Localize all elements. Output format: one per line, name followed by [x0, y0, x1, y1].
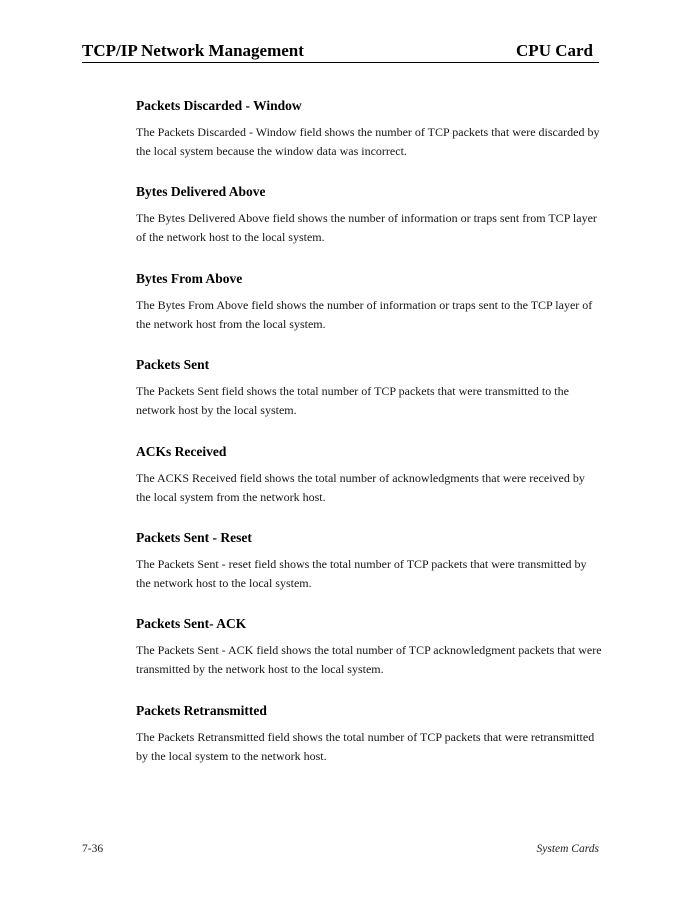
section-body: The Packets Discarded - Window field shows the number of TCP packets that were discarded by the local system because the window data was incorrect. — [136, 125, 600, 158]
section-heading: Packets Sent- ACK — [136, 616, 247, 632]
main-content — [136, 97, 602, 788]
section-bytes-from-above — [136, 270, 602, 334]
section-body: The Bytes From Above field shows the number of information or traps sent to the TCP layer of the network host from the local system. — [136, 297, 593, 331]
section-body: The Packets Sent field shows the total number of TCP packets that were transmitted to the network host by the local system. — [136, 384, 569, 418]
section-body: The Packets Sent - reset field shows the total number of TCP packets that were transmitted by the network host to the local system. — [136, 556, 587, 590]
section-heading: ACKs Received — [136, 443, 227, 459]
page-number: 7-36 — [82, 843, 104, 855]
section-packets-retransmitted — [136, 702, 602, 766]
section-acks-received — [136, 443, 602, 507]
section-heading: Bytes Delivered Above — [136, 184, 266, 200]
section-bytes-delivered-above — [136, 183, 602, 247]
section-body: The ACKS Received field shows the total number of acknowledgments that were received by the local system from the network host. — [136, 470, 585, 504]
section-packets-discarded-window — [136, 97, 602, 161]
chapter-title: CPU Card — [516, 41, 593, 60]
section-packets-sent-ack — [136, 615, 602, 679]
section-packets-sent-reset — [136, 529, 602, 593]
section-body: The Packets Sent - ACK field shows the total number of TCP acknowledgment packets that were transmitted by the network host to the local system. — [136, 643, 602, 677]
running-title: TCP/IP Network Management — [82, 41, 304, 60]
section-heading: Bytes From Above — [136, 270, 243, 286]
section-heading: Packets Discarded - Window — [136, 98, 302, 113]
section-heading: Packets Sent — [136, 357, 210, 373]
section-heading: Packets Sent - Reset — [136, 529, 252, 545]
page-header — [82, 40, 599, 63]
section-packets-sent — [136, 356, 602, 420]
section-body: The Bytes Delivered Above field shows the number of information or traps sent from TCP layer of the network host to the local system. — [136, 211, 597, 245]
section-body: The Packets Retransmitted field shows the total number of TCP packets that were retransmitted by the local system to the network host. — [136, 729, 595, 763]
footer-section-title: System Cards — [536, 843, 599, 855]
section-heading: Packets Retransmitted — [136, 702, 267, 718]
